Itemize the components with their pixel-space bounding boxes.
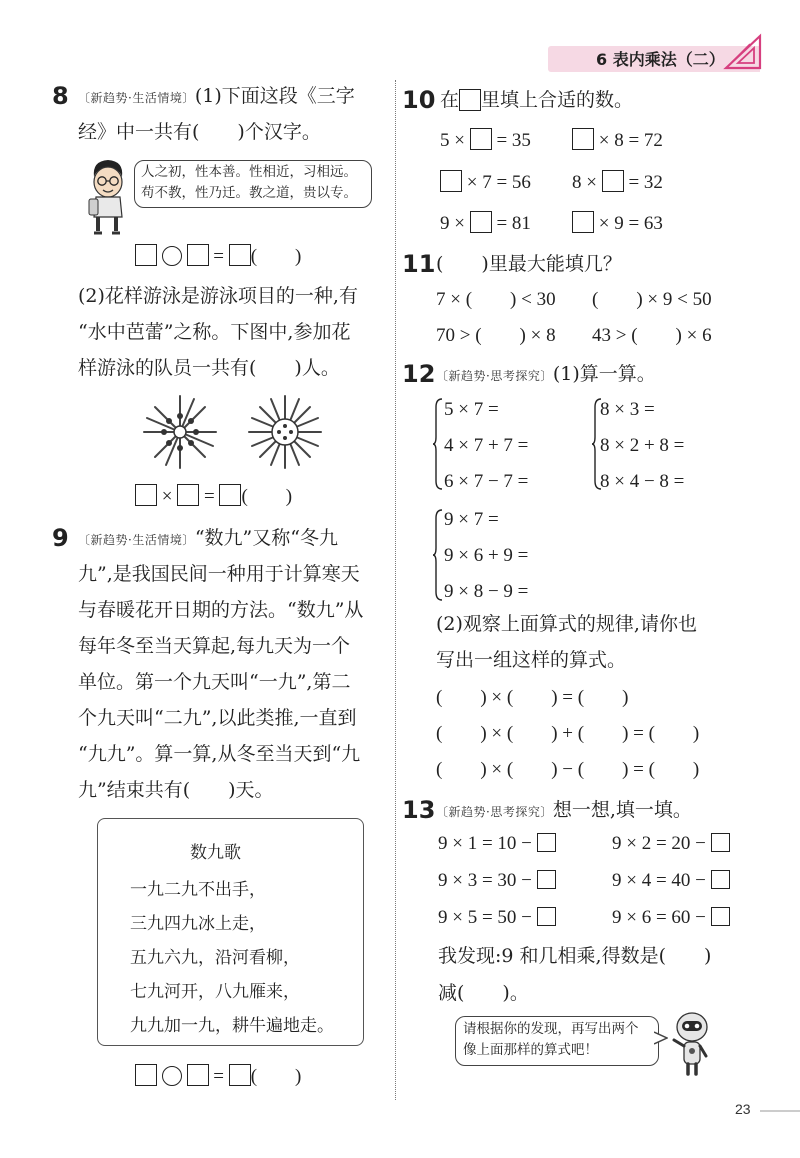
page-number: 23 — [735, 1101, 751, 1117]
q12-prompt: (1)算一算。 — [552, 363, 656, 385]
question-number-12: 12 — [402, 360, 436, 388]
synchronized-swimmers-icon — [140, 392, 220, 472]
unit-blank[interactable]: ( ) — [250, 246, 302, 267]
q13-expr: 9 × 1 = 10 − — [438, 833, 532, 854]
answer-box[interactable] — [537, 870, 556, 889]
question-number-10: 10 — [402, 86, 436, 114]
q12-g3-3: 9 × 8 − 9 = — [444, 581, 529, 602]
q13-item-2 — [612, 832, 730, 856]
q8-bubble-line1: 人之初，性本善。性相近，习相远。 — [141, 164, 357, 180]
q13-bubble-line2: 像上面那样的算式吧！ — [463, 1042, 598, 1058]
q9-text: “数九”又称“冬九 — [194, 527, 338, 549]
q13-expr: 9 × 2 = 20 − — [612, 833, 706, 854]
boy-cartoon-icon — [82, 155, 132, 237]
q10-expr: 9 × — [440, 213, 465, 234]
answer-box[interactable] — [602, 170, 624, 192]
q12-part2-line2: 写出一组这样的算式。 — [436, 649, 627, 671]
unit-blank[interactable]: ( ) — [241, 486, 293, 507]
times-sign: × — [161, 486, 173, 507]
q13-finding-line2[interactable]: 减( )。 — [438, 982, 529, 1004]
eq-sign: = — [203, 486, 215, 507]
q11-item-3[interactable]: 70 > ( ) × 8 — [436, 325, 556, 346]
q12-g1-2: 4 × 7 + 7 = — [444, 435, 529, 456]
q11-item-4[interactable]: 43 > ( ) × 6 — [592, 325, 712, 346]
q13-expr: 9 × 3 = 30 − — [438, 870, 532, 891]
poem-line-3: 五九六九，沿河看柳， — [130, 948, 300, 968]
q9-answer-eq — [135, 1064, 301, 1089]
q12-g2-1: 8 × 3 = — [600, 399, 655, 420]
q10-expr: = 81 — [496, 213, 531, 234]
answer-box[interactable] — [229, 1064, 251, 1086]
q12-g2-2: 8 × 2 + 8 = — [600, 435, 685, 456]
q12-g1-3: 6 × 7 − 7 = — [444, 471, 529, 492]
q10-prompt-post: 里填上合适的数。 — [481, 89, 634, 111]
q8-line1 — [78, 84, 355, 110]
answer-box[interactable] — [187, 244, 209, 266]
q13-item-3 — [438, 869, 556, 893]
q9-line-4: 每年冬至当天算起,每九天为一个 — [78, 635, 351, 657]
answer-box[interactable] — [711, 907, 730, 926]
q12-g1-1: 5 × 7 = — [444, 399, 499, 420]
answer-box[interactable] — [135, 484, 157, 506]
q13-bubble-line1: 请根据你的发现，再写出两个 — [463, 1021, 639, 1037]
set-square-icon — [722, 32, 764, 72]
q9-line-6: 个九天叫“二九”,以此类推,一直到 — [78, 707, 357, 729]
poem-line-2: 三九四九冰上走， — [130, 914, 266, 934]
answer-box[interactable] — [537, 833, 556, 852]
q10-prompt-pre: 在 — [440, 89, 460, 111]
answer-box[interactable] — [572, 211, 594, 233]
question-number-13: 13 — [402, 796, 436, 824]
bubble-tail-icon — [654, 1030, 668, 1046]
question-number-11: 11 — [402, 250, 436, 278]
q13-expr: 9 × 6 = 60 − — [612, 907, 706, 928]
poem-line-1: 一九二九不出手， — [130, 880, 266, 900]
answer-box[interactable] — [711, 870, 730, 889]
q8-part1-line1: (1)下面这段《三字 — [194, 85, 355, 107]
q12-blank-row-3[interactable]: ( ) × ( ) − ( ) = ( ) — [436, 759, 700, 780]
q10-prompt — [440, 88, 633, 112]
q9-line-1 — [78, 526, 338, 552]
answer-box[interactable] — [711, 833, 730, 852]
q8-tag: 〔新趋势·生活情境〕 — [78, 91, 195, 105]
q13-prompt: 想一想,填一填。 — [552, 799, 692, 821]
q10-expr: 5 × — [440, 130, 465, 151]
answer-box[interactable] — [440, 170, 462, 192]
operator-circle[interactable] — [162, 246, 182, 266]
q10-item-5 — [440, 211, 531, 236]
q12-g2-3: 8 × 4 − 8 = — [600, 471, 685, 492]
q13-expr: 9 × 4 = 40 − — [612, 870, 706, 891]
q10-item-1 — [440, 128, 531, 153]
q13-item-1 — [438, 832, 556, 856]
question-number-8: 8 — [52, 82, 69, 110]
q10-expr: = 35 — [496, 130, 531, 151]
robot-icon — [668, 1010, 716, 1078]
q9-line-2: 九”,是我国民间一种用于计算寒天 — [78, 563, 360, 585]
eq-sign: = — [213, 1066, 224, 1087]
q10-expr: 8 × — [572, 172, 597, 193]
q8-answer-eq1 — [135, 244, 301, 269]
q13-item-4 — [612, 869, 730, 893]
chapter-title: 6 表内乘法（二） — [596, 50, 725, 69]
operator-circle[interactable] — [162, 1066, 182, 1086]
q11-item-1[interactable]: 7 × ( ) < 30 — [436, 289, 556, 310]
q12-header — [436, 362, 656, 388]
q12-g3-1: 9 × 7 = — [444, 509, 499, 530]
q9-line-5: 单位。第一个九天叫“一九”,第二 — [78, 671, 351, 693]
q12-blank-row-1[interactable]: ( ) × ( ) = ( ) — [436, 687, 629, 708]
question-number-9: 9 — [52, 524, 69, 552]
answer-box[interactable] — [537, 907, 556, 926]
q10-expr: × 9 = 63 — [598, 213, 663, 234]
box-glyph-icon — [459, 89, 481, 111]
q10-item-4 — [572, 170, 663, 195]
q10-item-6 — [572, 211, 663, 236]
q11-item-2[interactable]: ( ) × 9 < 50 — [592, 289, 712, 310]
q10-expr: = 32 — [628, 172, 663, 193]
answer-box[interactable] — [187, 1064, 209, 1086]
brace-icon — [432, 397, 444, 491]
poem-title: 数九歌 — [190, 843, 241, 863]
q9-line-3: 与春暖花开日期的方法。“数九”从 — [78, 599, 364, 621]
q13-tag: 〔新趋势·思考探究〕 — [436, 805, 553, 819]
answer-box[interactable] — [229, 244, 251, 266]
column-divider — [395, 80, 396, 1100]
q13-expr: 9 × 5 = 50 − — [438, 907, 532, 928]
q13-item-6 — [612, 906, 730, 930]
q8-answer-eq2 — [135, 484, 292, 509]
poem-line-5: 九九加一九，耕牛遍地走。 — [130, 1016, 334, 1036]
q8-part2-line2: “水中芭蕾”之称。下图中,参加花 — [78, 321, 351, 343]
answer-box[interactable] — [572, 128, 594, 150]
q10-item-2 — [572, 128, 663, 153]
answer-box[interactable] — [219, 484, 241, 506]
q12-part2-line1: (2)观察上面算式的规律,请你也 — [436, 613, 697, 635]
q12-tag: 〔新趋势·思考探究〕 — [436, 369, 553, 383]
q8-part1-line2: 经》中一共有( )个汉字。 — [78, 121, 321, 143]
poem-line-4: 七九河开，八九雁来， — [130, 982, 300, 1002]
q10-expr: × 8 = 72 — [598, 130, 663, 151]
brace-icon — [432, 508, 444, 602]
q9-line-8: 九”结束共有( )天。 — [78, 779, 274, 801]
eq-sign: = — [213, 246, 224, 267]
answer-box[interactable] — [470, 211, 492, 233]
answer-box[interactable] — [135, 244, 157, 266]
unit-blank[interactable]: ( ) — [250, 1066, 302, 1087]
synchronized-swimmers-icon — [245, 392, 325, 472]
q9-line-7: “九九”。算一算,从冬至当天到“九 — [78, 743, 361, 765]
answer-box[interactable] — [177, 484, 199, 506]
q10-expr: × 7 = 56 — [466, 172, 531, 193]
q8-bubble-line2: 苟不教，性乃迁。教之道，贵以专。 — [141, 185, 357, 201]
answer-box[interactable] — [470, 128, 492, 150]
q13-header — [436, 798, 692, 824]
q12-blank-row-2[interactable]: ( ) × ( ) + ( ) = ( ) — [436, 723, 700, 744]
answer-box[interactable] — [135, 1064, 157, 1086]
q11-prompt: ( )里最大能填几？ — [436, 253, 622, 275]
q9-tag: 〔新趋势·生活情境〕 — [78, 533, 195, 547]
q8-part2-line3: 样游泳的队员一共有( )人。 — [78, 357, 340, 379]
q13-item-5 — [438, 906, 556, 930]
q13-finding-line1[interactable]: 我发现:9 和几相乘,得数是( ) — [438, 945, 712, 967]
q10-item-3 — [440, 170, 531, 195]
footer-rule — [760, 1110, 800, 1112]
q8-part2-line1: (2)花样游泳是游泳项目的一种,有 — [78, 285, 358, 307]
q12-g3-2: 9 × 6 + 9 = — [444, 545, 529, 566]
